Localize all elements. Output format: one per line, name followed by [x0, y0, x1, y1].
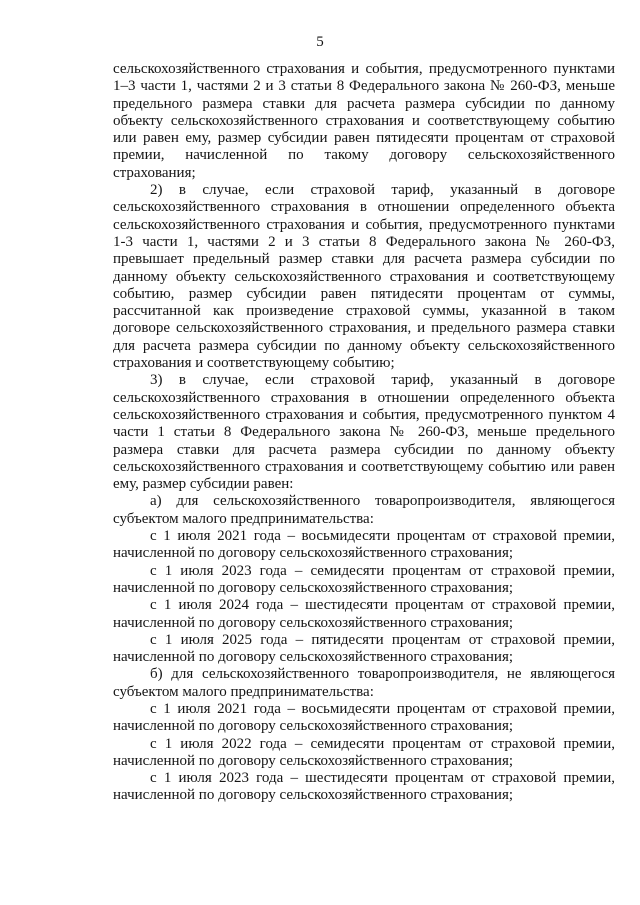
paragraph: с 1 июля 2021 года – восьмидесяти процентам от страховой премии, начисленной по договору сельскохозяйственного страхования; — [113, 700, 615, 735]
paragraph: с 1 июля 2024 года – шестидесяти процентам от страховой премии, начисленной по договору сельскохозяйственного страхования; — [113, 597, 615, 631]
paragraph: б) для сельскохозяйственного товаропроизводителя, не являющегося субъектом малого предпринимательства: — [113, 666, 615, 700]
document-body — [113, 61, 615, 805]
paragraph: с 1 июля 2021 года – восьмидесяти процентам от страховой премии, начисленной по договору сельскохозяйственного страхования; — [113, 528, 615, 562]
paragraph: с 1 июля 2023 года – семидесяти процентам от страховой премии, начисленной по договору сельскохозяйственного страхования; — [113, 562, 615, 596]
paragraph: с 1 июля 2022 года – семидесяти процентам от страховой премии, начисленной по договору сельскохозяйственного страхования; — [113, 735, 615, 769]
paragraph: 2) в случае, если страховой тариф, указанный в договоре сельскохозяйственного страхования в отношении определенного объекта сельскохозяйственного страхования и события, предусмотренного пунктами 1-3 части 1, частями 2 и 3 статьи 8 Федерального закона № 260-ФЗ, превышает предельный размер ставки для расчета размера субсидии по данному объекту сельскохозяйственного страхования и соответствующему событию, размер субсидии равен пятидесяти процентам от суммы, рассчитанной как произведение страховой суммы, указанной в таком договоре сельскохозяйственного страхования, и предельного размера ставки для расчета размера субсидии по данному объекту сельскохозяйственного страхования и соответствующему событию; — [113, 182, 615, 372]
paragraph: 3) в случае, если страховой тариф, указанный в договоре сельскохозяйственного страхования в отношении определенного объекта сельскохозяйственного страхования и события, предусмотренного пунктом 4 части 1 статьи 8 Федерального закона № 260-ФЗ, меньше предельного размера ставки для расчета размера субсидии по данному объекту сельскохозяйственного страхования и соответствующему событию или равен ему, размер субсидии равен: — [113, 372, 615, 493]
paragraph: а) для сельскохозяйственного товаропроизводителя, являющегося субъектом малого предпринимательства: — [113, 493, 615, 527]
paragraph: с 1 июля 2025 года – пятидесяти процентам от страховой премии, начисленной по договору сельскохозяйственного страхования; — [113, 631, 615, 666]
paragraph: сельскохозяйственного страхования и события, предусмотренного пунктами 1–3 части 1, частями 2 и 3 статьи 8 Федерального закона № 260-ФЗ, меньше предельного размера ставки для расчета размера субсидии по данному объекту сельскохозяйственного страхования и соответствующему событию или равен ему, размер субсидии равен пятидесяти процентам от страховой премии, начисленной по такому договору сельскохозяйственного страхования; — [113, 61, 615, 181]
paragraph: с 1 июля 2023 года – шестидесяти процентам от страховой премии, начисленной по договору сельскохозяйственного страхования; — [113, 770, 615, 804]
page-number: 5 — [316, 34, 324, 50]
